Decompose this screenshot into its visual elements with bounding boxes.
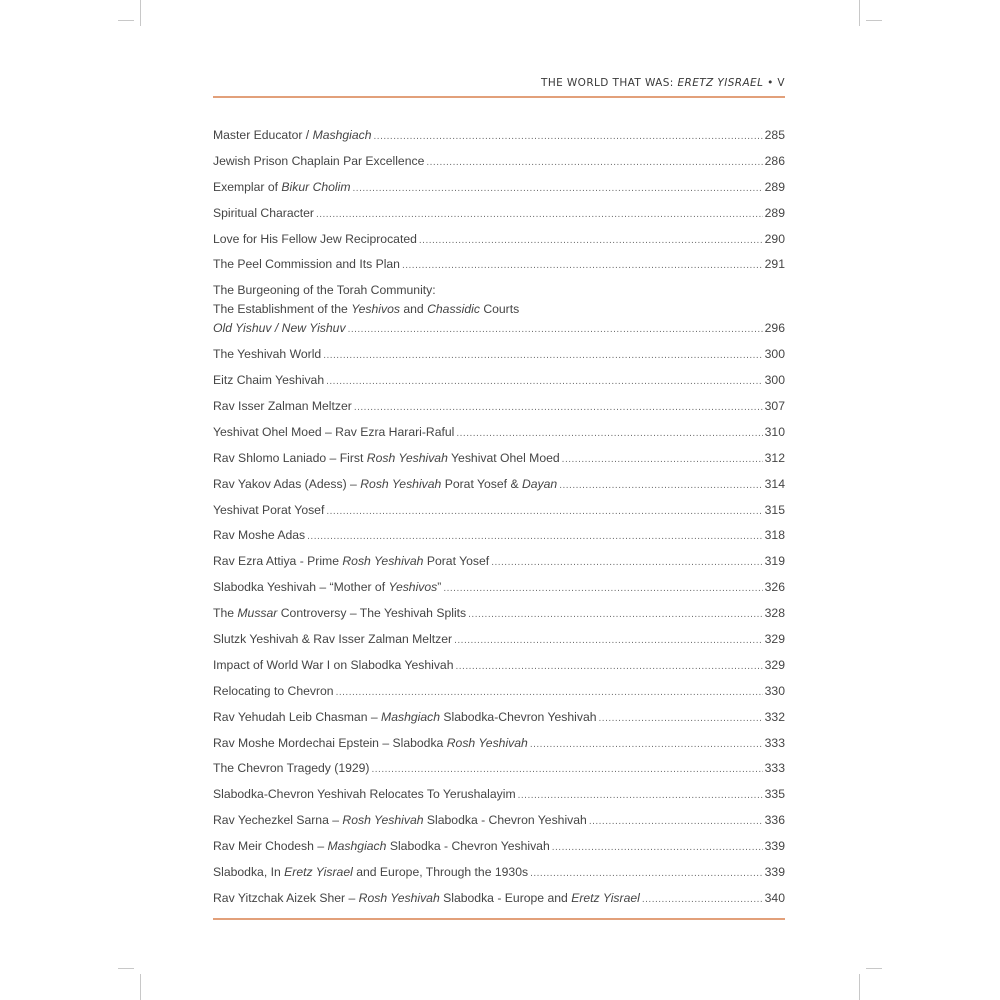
italic-term: Mashgiach	[381, 709, 440, 724]
toc-entry-title	[213, 863, 528, 882]
toc-entry[interactable]	[213, 230, 785, 250]
title-text: Spiritual Character	[213, 205, 314, 220]
title-text: and Europe, Through the 1930s	[352, 865, 529, 880]
toc-entry[interactable]	[213, 449, 785, 469]
title-text: Slabodka-Chevron Yeshivah	[440, 709, 597, 724]
title-text: and	[399, 302, 428, 317]
toc-entry-page-number: 315	[764, 502, 785, 517]
dot-leader	[374, 127, 763, 146]
toc-entry[interactable]	[213, 889, 785, 909]
header-rule	[213, 96, 785, 98]
toc-entry[interactable]	[213, 656, 785, 676]
title-text: Yeshivat Ohel Moed – Rav Ezra Harari-Raful	[213, 424, 455, 439]
toc-entry-line	[213, 423, 785, 443]
toc-entry[interactable]	[213, 578, 785, 598]
toc-entry-line	[213, 552, 785, 572]
crop-mark	[866, 20, 882, 21]
dot-leader	[562, 450, 763, 469]
toc-entry-title	[213, 552, 489, 571]
toc-entry-line	[213, 708, 785, 728]
dot-leader	[348, 320, 763, 339]
toc-entry-page-number: 340	[764, 890, 785, 905]
toc-entry[interactable]	[213, 604, 785, 624]
toc-entry[interactable]	[213, 255, 785, 275]
toc-entry-page-number: 333	[764, 735, 785, 750]
toc-entry-page-number: 319	[764, 554, 785, 569]
crop-mark	[118, 968, 134, 969]
dot-leader	[491, 553, 762, 572]
title-text: Controversy – The Yeshivah Splits	[277, 606, 467, 621]
toc-entry[interactable]	[213, 371, 785, 391]
toc-entry-page-number: 310	[764, 424, 785, 439]
header-italic-text: ERETZ YISRAEL	[677, 77, 764, 89]
toc-entry-line	[213, 345, 785, 365]
toc-entry-line	[213, 397, 785, 417]
toc-entry-title	[213, 178, 351, 197]
toc-entry-line	[213, 371, 785, 391]
italic-term: Rosh Yeshivah	[342, 813, 424, 828]
toc-entry[interactable]	[213, 526, 785, 546]
toc-entry-page-number: 333	[764, 761, 785, 776]
title-text: Rav Ezra Attiya - Prime	[213, 554, 343, 569]
title-text: Rav Yehudah Leib Chasman –	[213, 709, 382, 724]
toc-entry-line	[213, 578, 785, 598]
toc-entry-title	[213, 578, 441, 597]
toc-entry-page-number: 335	[764, 787, 785, 802]
header-page-number: • V	[763, 77, 785, 89]
toc-entry-page-number: 339	[764, 839, 785, 854]
dot-leader	[323, 346, 762, 365]
title-text: Impact of World War I on Slabodka Yeshivah	[213, 657, 454, 672]
crop-mark	[859, 0, 860, 26]
dot-leader	[326, 502, 762, 521]
toc-entry-line	[213, 526, 785, 546]
italic-term: Mashgiach	[312, 128, 372, 142]
toc-entry-page-number: 339	[764, 865, 785, 880]
toc-entry-line	[213, 889, 785, 909]
title-text: The	[213, 606, 238, 621]
italic-term: Yeshivos	[351, 302, 400, 317]
toc-entry-line	[213, 734, 785, 754]
toc-entry-line	[213, 630, 785, 650]
italic-term: Rosh Yeshivah	[360, 476, 442, 491]
title-text: The Establishment of the	[213, 302, 352, 317]
italic-term: Mashgiach	[327, 839, 387, 854]
title-text: Slabodka - Chevron Yeshivah	[386, 839, 550, 854]
title-text: Rav Meir Chodesh –	[213, 839, 328, 854]
toc-entry-page-number: 290	[764, 231, 785, 246]
toc-entry-line	[213, 178, 785, 198]
toc-entry-line	[213, 449, 785, 469]
toc-entry[interactable]	[213, 423, 785, 443]
toc-entry-line	[213, 501, 785, 521]
toc-entry-page-number: 332	[764, 709, 785, 724]
title-text: Yeshivat Ohel Moed	[447, 450, 560, 465]
toc-entry-line	[213, 126, 785, 146]
toc-entry-page-number: 285	[764, 128, 785, 142]
dot-leader	[307, 527, 763, 546]
crop-mark	[859, 974, 860, 1000]
title-text: Relocating to Chevron	[213, 683, 334, 698]
toc-entry-title	[213, 126, 372, 145]
dot-leader	[468, 605, 763, 624]
toc-entry[interactable]	[213, 397, 785, 417]
title-text: Courts	[479, 302, 520, 317]
toc-entry-page-number: 336	[764, 813, 785, 828]
title-text: Slabodka Yeshivah – “Mother of	[213, 580, 389, 595]
toc-entry-title	[213, 501, 324, 520]
toc-entry-title	[213, 604, 466, 623]
toc-entry-title	[213, 423, 454, 442]
toc-entry-title	[213, 319, 346, 338]
dot-leader	[454, 631, 763, 650]
toc-entry-title	[213, 656, 454, 675]
toc-entry-page-number: 300	[764, 347, 785, 362]
toc-entry[interactable]	[213, 837, 785, 857]
dot-leader	[426, 153, 762, 172]
toc-entry-title	[213, 682, 334, 701]
toc-entry[interactable]	[213, 682, 785, 702]
dot-leader	[530, 735, 763, 754]
italic-term: Rosh Yeshivah	[366, 450, 448, 465]
toc-entry-title	[213, 785, 516, 804]
toc-entry-title	[213, 475, 557, 494]
title-text: Eitz Chaim Yeshivah	[213, 373, 325, 388]
title-text: Slutzk Yeshivah & Rav Isser Zalman Meltzer	[213, 632, 453, 647]
italic-term: Dayan	[521, 476, 558, 491]
italic-term: Rosh Yeshivah	[358, 890, 440, 905]
toc-entry-line	[213, 152, 785, 172]
dot-leader	[456, 424, 762, 443]
toc-entry-page-number: 330	[764, 683, 785, 698]
toc-entry-line	[213, 656, 785, 676]
toc-entry-title	[213, 837, 550, 856]
italic-term: Yeshivos	[388, 580, 438, 595]
title-text: The Peel Commission and Its Plan	[213, 257, 400, 272]
toc-entry-line	[213, 255, 785, 275]
toc-entry-title	[213, 345, 321, 364]
toc-entry-heading-line	[213, 300, 785, 319]
title-text: Porat Yosef	[423, 554, 490, 569]
crop-mark	[140, 974, 141, 1000]
title-text: Slabodka-Chevron Yeshivah Relocates To Yerushalayim	[213, 787, 516, 802]
italic-term: Chassidic	[427, 302, 480, 317]
title-text: Yeshivat Porat Yosef	[213, 502, 325, 517]
title-text: Exemplar of	[213, 179, 282, 194]
toc-entry-line	[213, 475, 785, 495]
footer-rule	[213, 918, 785, 920]
toc-entry-line	[213, 682, 785, 702]
toc-entry-page-number: 326	[764, 580, 785, 595]
dot-leader	[326, 372, 763, 391]
toc-entry-page-number: 286	[764, 153, 785, 168]
dot-leader	[599, 709, 763, 728]
toc-entry-page-number: 314	[764, 476, 785, 491]
toc-entry-line	[213, 863, 785, 883]
toc-entry-title	[213, 734, 528, 753]
dot-leader	[354, 398, 763, 417]
toc-entry[interactable]	[213, 552, 785, 572]
italic-term: Rosh Yeshivah	[342, 554, 424, 569]
toc-entry-page-number: 289	[764, 179, 785, 194]
toc-entry[interactable]	[213, 630, 785, 650]
title-text: Rav Isser Zalman Meltzer	[213, 399, 352, 414]
crop-mark	[140, 0, 141, 26]
toc-entry[interactable]	[213, 178, 785, 198]
title-text: Rav Yakov Adas (Adess) –	[213, 476, 361, 491]
toc-entry-page-number: 329	[764, 632, 785, 647]
toc-entry-title	[213, 630, 452, 649]
italic-term: Eretz Yisrael	[284, 865, 353, 880]
crop-mark	[866, 968, 882, 969]
italic-term: Eretz Yisrael	[571, 890, 640, 905]
toc-entry[interactable]	[213, 281, 785, 339]
toc-entry-heading-line	[213, 281, 785, 300]
title-text: Rav Moshe Adas	[213, 528, 306, 543]
title-text: The Burgeoning of the Torah Community:	[213, 283, 436, 298]
dot-leader	[353, 179, 763, 198]
dot-leader	[589, 812, 763, 831]
toc-entry-title	[213, 889, 640, 908]
toc-entry-title	[213, 811, 587, 830]
toc-entry[interactable]	[213, 708, 785, 728]
title-text: ”	[437, 580, 442, 595]
dot-leader	[419, 231, 763, 250]
toc-entry-line	[213, 204, 785, 224]
toc-entry[interactable]	[213, 475, 785, 495]
toc-entry-page-number: 296	[764, 321, 785, 336]
toc-entry[interactable]	[213, 863, 785, 883]
title-text: Jewish Prison Chaplain Par Excellence	[213, 153, 425, 168]
dot-leader	[443, 579, 762, 598]
title-text: The Yeshivah World	[213, 347, 322, 362]
toc-entry-title	[213, 708, 597, 727]
toc-entry-title	[213, 449, 560, 468]
toc-entry-title	[213, 230, 417, 249]
table-of-contents	[213, 126, 785, 915]
toc-entry[interactable]	[213, 345, 785, 365]
toc-entry-page-number: 307	[764, 399, 785, 414]
toc-entry-title	[213, 759, 370, 778]
toc-entry-page-number: 318	[764, 528, 785, 543]
dot-leader	[456, 657, 763, 676]
toc-entry-line	[213, 230, 785, 250]
dot-leader	[402, 256, 763, 275]
toc-entry-line	[213, 319, 785, 339]
toc-entry[interactable]	[213, 811, 785, 831]
toc-entry-title	[213, 255, 400, 274]
title-text: Porat Yosef &	[441, 476, 522, 491]
italic-term: Mussar	[237, 606, 278, 621]
dot-leader	[530, 864, 763, 883]
toc-entry-line	[213, 785, 785, 805]
toc-entry-line	[213, 837, 785, 857]
title-text: Rav Yitzchak Aizek Sher –	[213, 890, 359, 905]
toc-entry[interactable]	[213, 759, 785, 779]
title-text: Rav Shlomo Laniado – First	[213, 450, 367, 465]
title-text: Slabodka - Europe and	[439, 890, 572, 905]
toc-entry-page-number: 329	[764, 657, 785, 672]
toc-entry[interactable]	[213, 152, 785, 172]
dot-leader	[518, 786, 763, 805]
title-text: The Chevron Tragedy (1929)	[213, 761, 370, 776]
toc-entry[interactable]	[213, 501, 785, 521]
dot-leader	[642, 890, 763, 909]
dot-leader	[316, 205, 763, 224]
title-text: Rav Moshe Mordechai Epstein – Slabodka	[213, 735, 447, 750]
toc-entry-page-number: 300	[764, 373, 785, 388]
toc-entry[interactable]	[213, 785, 785, 805]
toc-entry-title	[213, 397, 352, 416]
title-text: Master Educator /	[213, 128, 313, 142]
toc-entry-line	[213, 811, 785, 831]
title-text: Slabodka - Chevron Yeshivah	[423, 813, 587, 828]
crop-mark	[118, 20, 134, 21]
italic-term: Rosh Yeshivah	[446, 735, 528, 750]
toc-entry-title	[213, 204, 314, 223]
toc-entry-line	[213, 759, 785, 779]
toc-entry-title	[213, 152, 424, 171]
toc-entry[interactable]	[213, 204, 785, 224]
dot-leader	[559, 476, 762, 495]
dot-leader	[372, 760, 763, 779]
italic-term: Old Yishuv / New Yishuv	[213, 321, 346, 336]
title-text: Love for His Fellow Jew Reciprocated	[213, 231, 417, 246]
toc-entry[interactable]	[213, 126, 785, 146]
dot-leader	[336, 683, 763, 702]
toc-entry-title	[213, 371, 324, 390]
running-header	[213, 72, 785, 94]
dot-leader	[552, 838, 763, 857]
toc-entry-page-number: 291	[764, 257, 785, 272]
title-text: Slabodka, In	[213, 865, 285, 880]
header-text: THE WORLD THAT WAS:	[541, 77, 678, 89]
toc-entry-page-number: 312	[764, 450, 785, 465]
italic-term: Bikur Cholim	[281, 179, 351, 194]
title-text: Rav Yechezkel Sarna –	[213, 813, 343, 828]
toc-entry-page-number: 289	[764, 205, 785, 220]
toc-entry-title	[213, 526, 305, 545]
toc-entry-page-number: 328	[764, 606, 785, 621]
toc-entry-line	[213, 604, 785, 624]
toc-entry[interactable]	[213, 734, 785, 754]
